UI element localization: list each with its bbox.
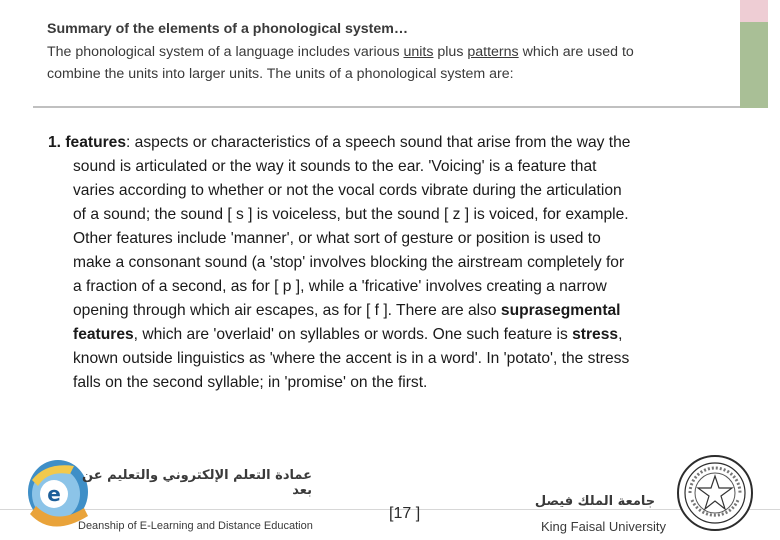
summary-text: which are used to [518,43,634,60]
summary-text: plus [433,43,468,60]
summary-title: Summary of the elements of a phonological system… [47,21,409,37]
stress-term: stress [572,326,619,343]
summary-text: The phonological system of a language includes various [47,43,404,60]
body-line: falls on the second syllable; in 'promise' on the first. [73,374,428,391]
deanship-arabic-name: عمادة التعلم الإلكتروني والتعليم عن بعد [82,468,312,498]
body-line: varies according to whether or not the vocal cords vibrate during the articulation [73,182,622,199]
accent-bar-green [740,22,768,108]
body-line [48,299,738,323]
summary-line-2 [47,41,735,64]
body-text: : aspects or characteristics of a speech sound that arise from the way the [126,134,631,151]
svg-text:e: e [47,482,61,506]
body-line: a fraction of a second, as for [ p ], while a 'fricative' involves creating a narrow [73,278,607,295]
header-divider [33,106,740,108]
features-term-2: features [73,326,134,343]
body-text: , [618,326,623,343]
university-arabic-name: جامعة الملك فيصل [534,494,656,509]
body-line: Other features include 'manner', or what sort of gesture or position is used to [73,230,601,247]
patterns-underlined: patterns [467,43,519,60]
summary-line-3: combine the units into larger units. The units of a phonological system are: [47,66,514,82]
features-paragraph [48,131,738,395]
body-text: , which are 'overlaid' on syllables or words. One such feature is [133,326,573,343]
university-english-name: King Faisal University [541,519,666,534]
body-line [48,323,738,347]
body-line: sound is articulated or the way it sounds to the ear. 'Voicing' is a feature that [73,158,597,175]
deanship-english-name: Deanship of E-Learning and Distance Education [78,520,313,532]
suprasegmental-term: suprasegmental [500,302,621,319]
features-term: 1. features [48,134,127,151]
summary-header [47,18,735,86]
university-seal-icon [676,454,754,532]
body-line: known outside linguistics as 'where the accent is in a word'. In 'potato', the stress [73,350,630,367]
body-text: opening through which air escapes, as for [ f ]. There are also [73,302,501,319]
body-line: make a consonant sound (a 'stop' involves blocking the airstream completely for [73,254,625,271]
accent-bar-pink [740,0,768,22]
units-underlined: units [403,43,434,60]
body-line [48,131,738,155]
page-number: [17 ] [389,505,421,522]
body-line: of a sound; the sound [ s ] is voiceless, but the sound [ z ] is voiced, for example. [73,206,629,223]
